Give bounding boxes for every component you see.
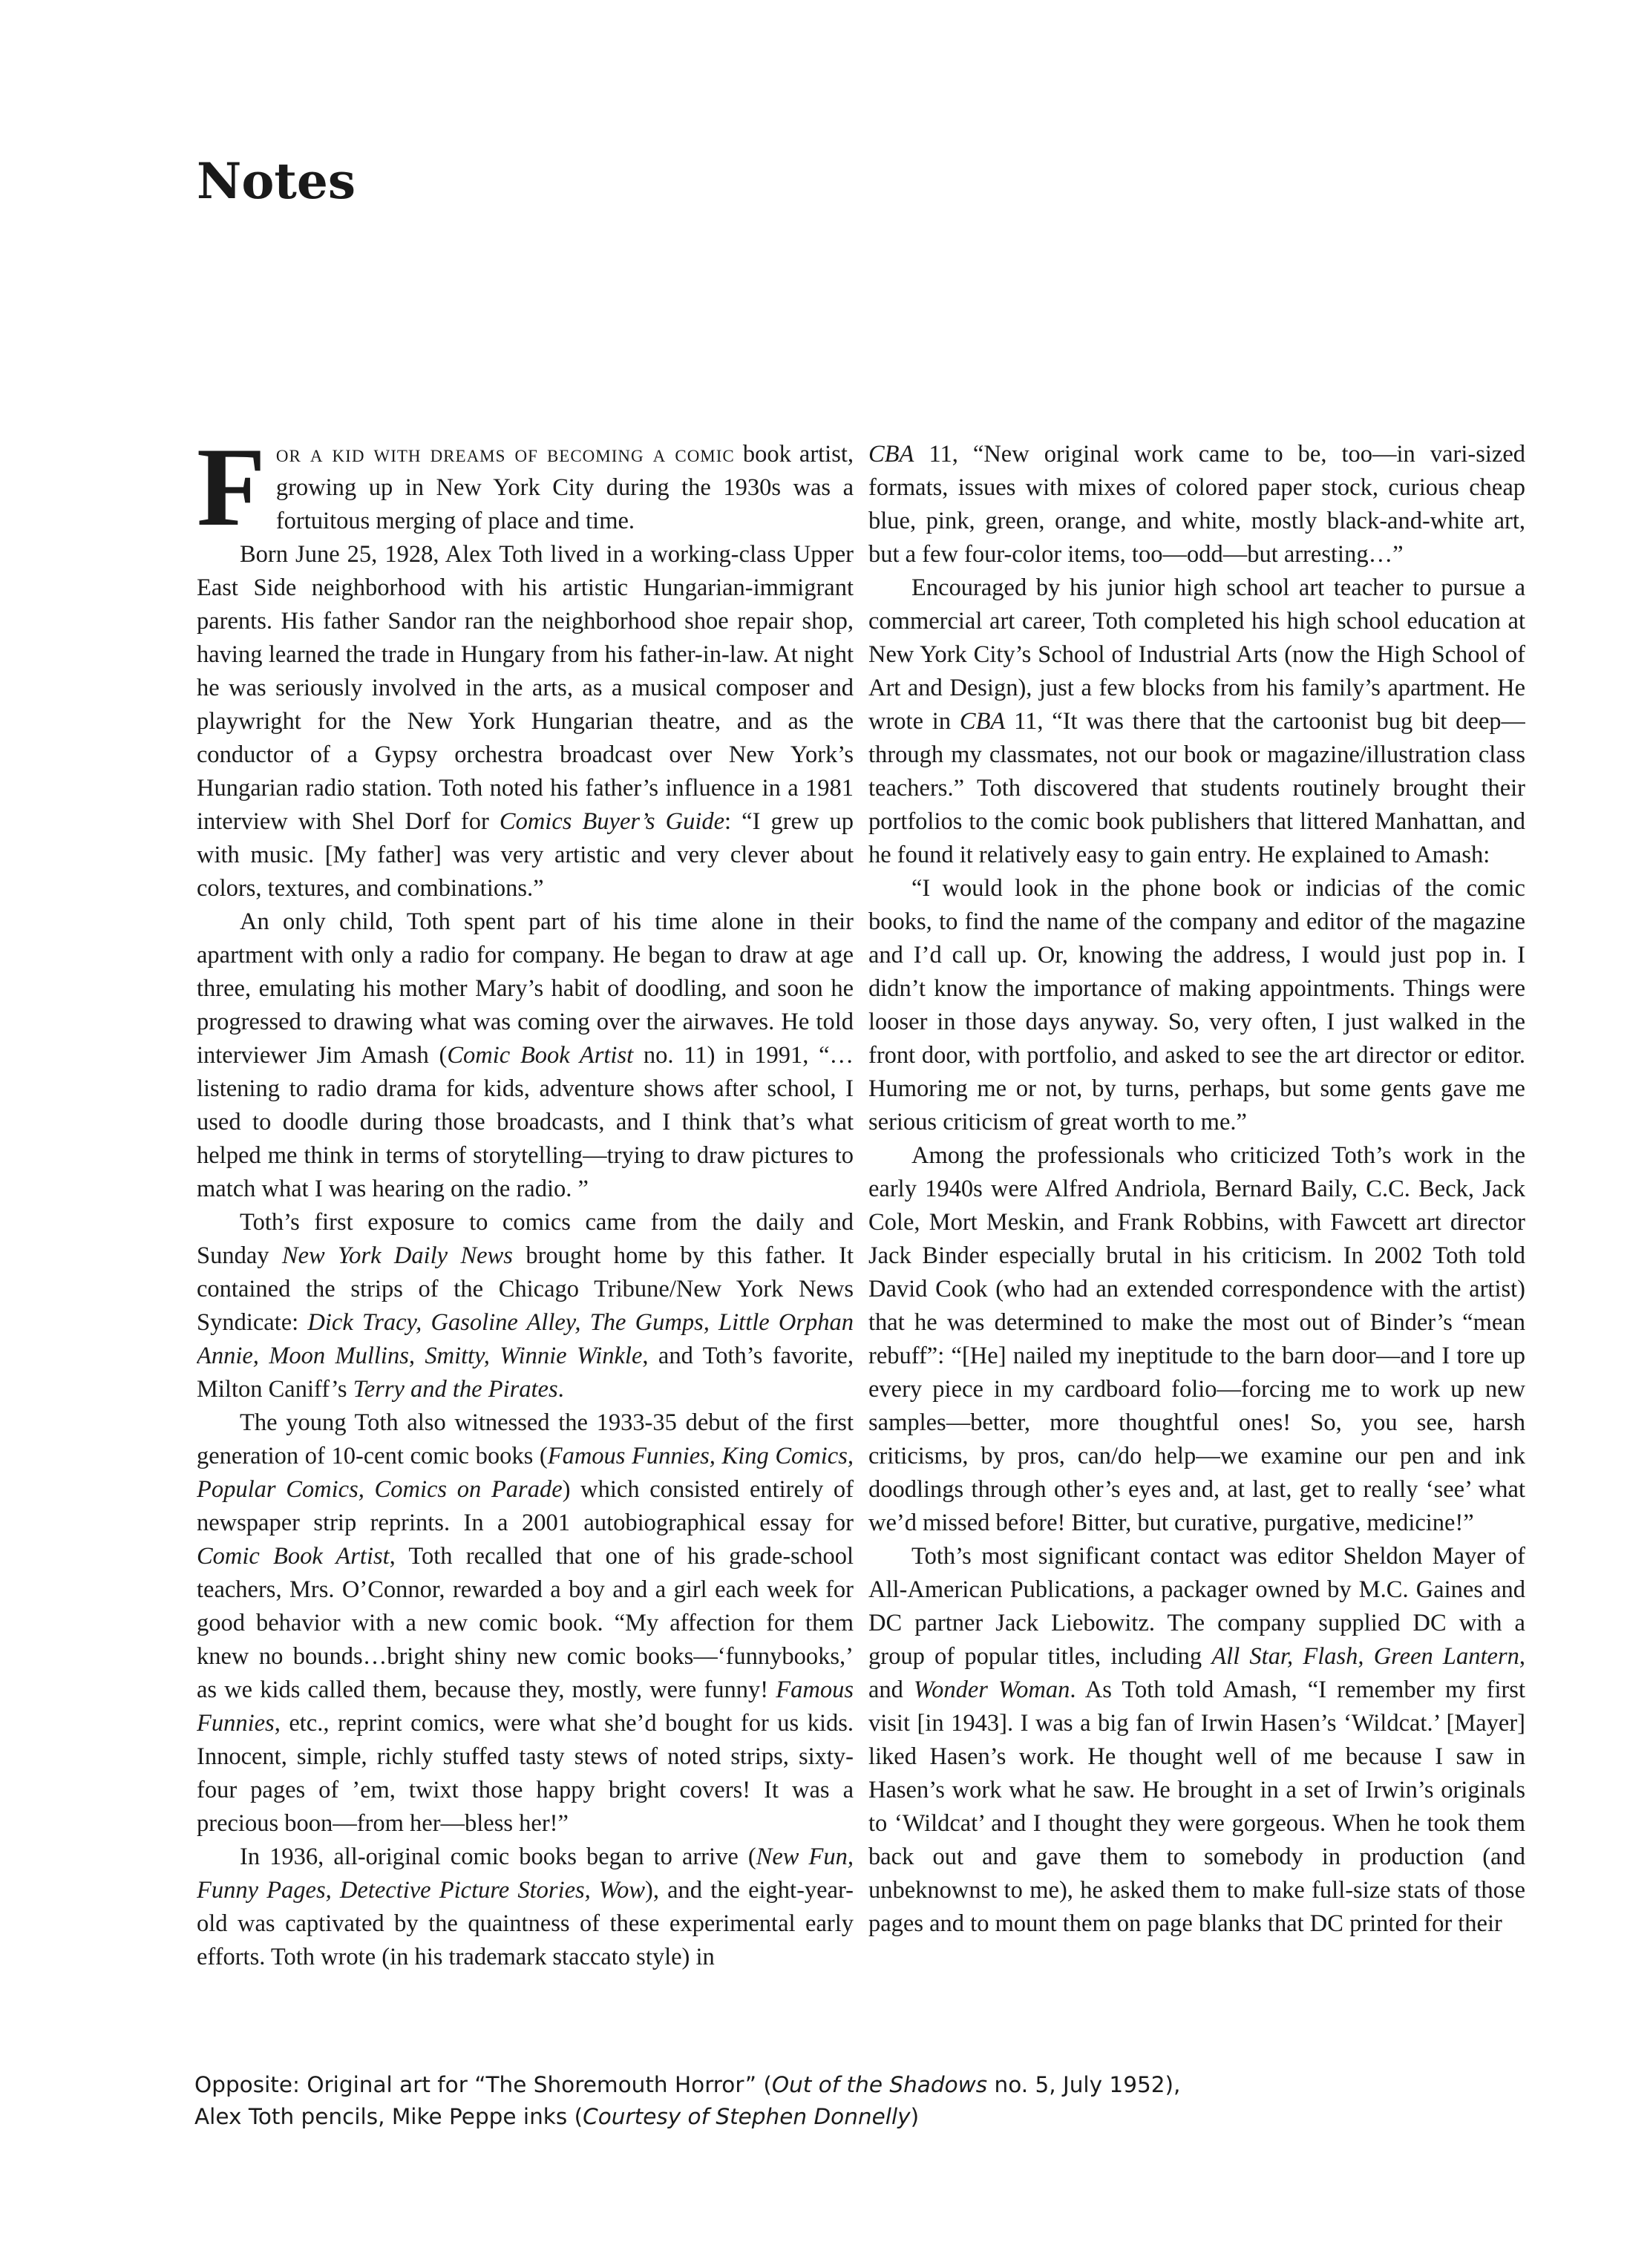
page-title: Notes	[197, 152, 356, 210]
paragraph-text: 11, “New original work came to be, too—in vari-sized formats, issues with mixes of colored paper stock, curious cheap blue, pink, green, orange, and white, mostly black-and-white art, but a few four-color items, too—odd—but arresting…”	[868, 441, 1525, 568]
paragraph-text: Encouraged by his junior high school art teacher to pursue a commercial art career, Toth completed his high school education at New York City’s School of Industrial Arts (now the High School of Art and Design), just a few blocks from his family’s apartment. He wrote in	[868, 574, 1525, 735]
paragraph	[197, 538, 854, 905]
paragraph-text: : “I grew up with music. [My father] was very artistic and very clever about colors, textures, and combinations.”	[197, 808, 854, 902]
paragraph-text: .	[557, 1376, 564, 1403]
paragraph-text: ), and the eight-year-old was captivated by the quaintness of these experimental early efforts. Toth wrote (in his trademark staccato style) in	[197, 1877, 854, 1970]
caption-text: no. 5, July 1952),	[987, 2072, 1181, 2097]
paragraph	[197, 1406, 854, 1841]
paragraph-text: , etc., reprint comics, were what she’d bought for us kids. Innocent, simple, richly stuffed tasty stews of noted strips, sixty-four pages of ’em, twixt those happy bright covers! It was a precious boon—from her—bless her!”	[197, 1710, 854, 1837]
caption-text: )	[910, 2104, 920, 2129]
italic-title: Dick Tracy, Gasoline Alley, The Gumps, Little Orphan Annie, Moon Mullins, Smitty, Winnie Winkle	[197, 1309, 854, 1369]
paragraph	[868, 1540, 1525, 1941]
figure-caption	[194, 2069, 1456, 2133]
italic-title: CBA	[959, 708, 1006, 735]
paragraph: Among the professionals who criticized Toth’s work in the early 1940s were Alfred Andriola, Bernard Baily, C.C. Beck, Jack Cole, Mort Meskin, and Frank Robbins, with Fawcett art director Jack Binder especially brutal in his criticism. In 2002 Toth told David Cook (who had an extended correspondence with the artist) that he was determined to make the most out of Binder’s “mean rebuff”: “[He] nailed my ineptitude to the barn door—and I tore up every piece in my cardboard folio—forcing me to work up new samples—better, more thoughtful ones! So, you see, harsh criticisms, by pros, can/do help—we examine our pen and ink doodlings through other’s eyes and, at last, get to really ‘see’ what we’d missed before! Bitter, but curative, purgative, medicine!”	[868, 1142, 1525, 1536]
caption-line	[194, 2069, 1456, 2101]
paragraph-text: Born June 25, 1928, Alex Toth lived in a working-class Upper East Side neighborhood with his artistic Hungarian-immigrant parents. His father Sandor ran the neighborhood shoe repair shop, having learned the trade in Hungary from his father-in-law. At night he was seriously involved in the arts, as a musical composer and playwright for the New York Hungarian theatre, and as the conductor of a Gypsy orchestra broadcast over New York’s Hungarian radio station. Toth noted his father’s influence in a 1981 interview with Shel Dorf for	[197, 541, 854, 835]
paragraph-text: , Toth recalled that one of his grade-school teachers, Mrs. O’Connor, rewarded a boy and a girl each week for good behavior with a new comic book. “My affection for them knew no bounds…bright shiny new comic books—‘funnybooks,’ as we kids called them, because they, mostly, were funny!	[197, 1543, 854, 1703]
italic-title: Comic Book Artist	[197, 1543, 390, 1570]
paragraph-text: , and	[868, 1643, 1525, 1703]
paragraph-text: Toth’s first exposure to comics came from the daily and Sunday	[197, 1209, 854, 1269]
paragraph-text: Toth’s most significant contact was editor Sheldon Mayer of All-American Publications, a packager owned by M.C. Gaines and DC partner Jack Liebowitz. The company supplied DC with a group of popular titles, including	[868, 1543, 1525, 1670]
paragraph	[868, 438, 1525, 571]
paragraph-text: book artist, growing up in New York City during the 1930s was a fortuitous merging of place and time.	[275, 441, 854, 534]
paragraph	[197, 438, 854, 549]
italic-title: Comics Buyer’s Guide	[499, 808, 725, 835]
drop-cap: F	[197, 438, 266, 549]
paragraph	[868, 571, 1525, 872]
italic-title: New Fun, Funny Pages, Detective Picture Stories, Wow	[197, 1843, 854, 1904]
paragraph-text: , and Toth’s favorite, Milton Caniff’s	[197, 1343, 854, 1403]
paragraph-text: brought home by this father. It contained the strips of the Chicago Tribune/New York News Syndicate:	[197, 1242, 854, 1336]
italic-title: CBA	[868, 441, 914, 468]
italic-title: Famous Funnies, King Comics, Popular Comics, Comics on Parade	[197, 1443, 854, 1503]
italic-title: Wonder Woman	[914, 1677, 1070, 1703]
paragraph-text: ) which consisted entirely of newspaper strip reprints. In a 2001 autobiographical essay for	[197, 1476, 854, 1536]
italic-title: Famous Funnies	[197, 1677, 854, 1737]
block-quote: “I would look in the phone book or indicias of the comic books, to find the name of the company and editor of the magazine and I’d call up. Or, knowing the address, I would just pop in. I didn’t know the importance of making appointments. Things were looser in those days anyway. So, very often, I just walked in the front door, with portfolio, and asked to see the art director or editor. Humoring me or not, by turns, perhaps, but some gents gave me serious criticism of great worth to me.”	[868, 875, 1525, 1135]
caption-text: Opposite: Original art for “The Shoremouth Horror” (	[194, 2072, 772, 2097]
paragraph-text: The young Toth also witnessed the 1933-35 debut of the first generation of 10-cent comic books (	[197, 1409, 854, 1469]
caption-italic: Courtesy of Stephen Donnelly	[583, 2104, 911, 2129]
paragraph	[197, 1841, 854, 1974]
paragraph-text: . As Toth told Amash, “I remember my first visit [in 1943]. I was a big fan of Irwin Hasen’s ‘Wildcat.’ [Mayer] liked Hasen’s work. He thought well of me because I saw in Hasen’s work what he saw. He brought in a set of Irwin’s originals to ‘Wildcat’ and I thought they were gorgeous. When he took them back out and gave them to somebody in production (and unbeknownst to me), he asked them to make full-size stats of those pages and to mount them on page blanks that DC printed for their	[868, 1677, 1525, 1937]
italic-title: Comic Book Artist	[447, 1042, 634, 1069]
paragraph	[197, 905, 854, 1206]
italic-title: All Star, Flash, Green Lantern	[1211, 1643, 1519, 1670]
paragraph-text: In 1936, all-original comic books began to arrive (	[240, 1843, 756, 1870]
lead-in-small-caps: or a kid with dreams of becoming a comic	[275, 441, 735, 468]
italic-title: New York Daily News	[281, 1242, 513, 1269]
italic-title: Terry and the Pirates	[353, 1376, 558, 1403]
paragraph	[197, 1206, 854, 1406]
caption-line	[194, 2101, 1456, 2133]
text-column-right	[868, 438, 1525, 2100]
paragraph-text: no. 11) in 1991, “…listening to radio drama for kids, adventure shows after school, I used to doodle during those broadcasts, and I think that’s what helped me think in terms of storytelling—trying to draw pictures to match what I was hearing on the radio. ”	[197, 1042, 854, 1202]
caption-italic: Out of the Shadows	[771, 2072, 988, 2097]
text-column-left	[197, 438, 854, 2100]
paragraph-text: 11, “It was there that the cartoonist bug bit deep—through my classmates, not our book or magazine/illustration class teachers.” Toth discovered that students routinely brought their portfolios to the comic book publishers that littered Manhattan, and he found it relatively easy to gain entry. He explained to Amash:	[868, 708, 1525, 868]
caption-text: Alex Toth pencils, Mike Peppe inks (	[194, 2104, 583, 2129]
paragraph-text: An only child, Toth spent part of his time alone in their apartment with only a radio for company. He began to draw at age three, emulating his mother Mary’s habit of doodling, and soon he progressed to drawing what was coming over the airwaves. He told interviewer Jim Amash (	[197, 908, 854, 1069]
